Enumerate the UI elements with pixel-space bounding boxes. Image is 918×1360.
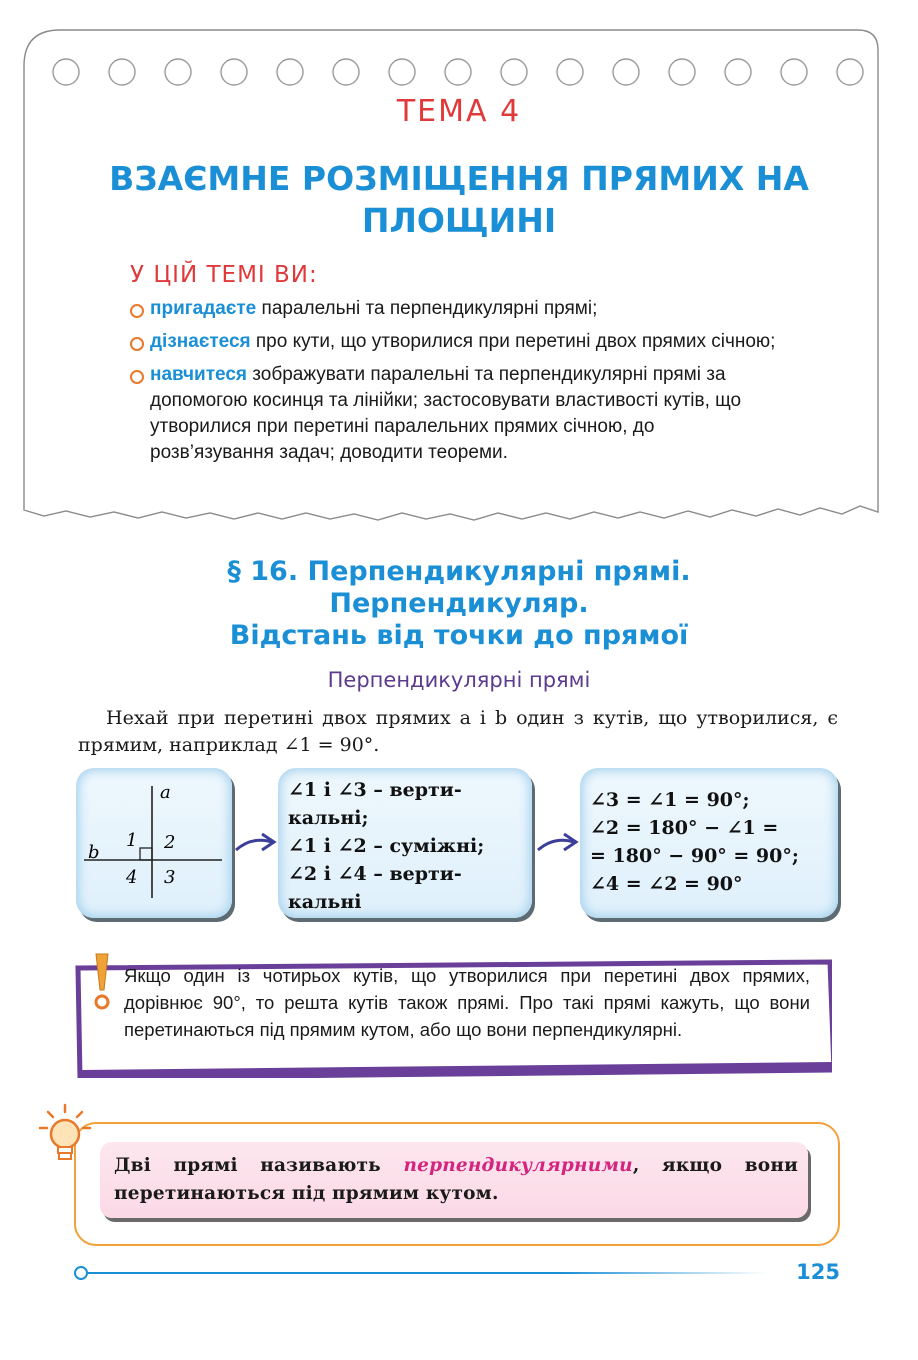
line-label-b: b [88,842,100,863]
card-line: ∠2 = 180° − ∠1 = [590,817,779,839]
angle-label-4: 4 [126,867,138,888]
perpendicular-lines-diagram [76,768,232,918]
card-line: ∠4 = ∠2 = 90° [590,873,743,895]
line-label-a: a [160,782,171,803]
right-angle-mark [140,848,152,860]
you-will-heading: У ЦІЙ ТЕМІ ВИ: [130,262,318,288]
card-line: ∠1 і ∠3 – верти- [288,779,462,801]
section-title-line: Відстань від точки до прямої [229,620,689,651]
section-title [60,556,858,652]
circle-bullet-icon [130,304,144,318]
goal-item [128,329,778,355]
arrow-right-icon [536,828,580,858]
angle-relations-text [288,776,528,916]
footer-line [86,1272,766,1274]
diagram-card [76,768,232,918]
angle-values-text [590,786,834,898]
card-line: ∠1 і ∠2 – суміжні; [288,835,485,857]
binder-rings [53,59,863,85]
goal-text: про кути, що утворилися при перетині двох прямих січною; [250,331,776,352]
lightbulb-icon [36,1102,94,1168]
subsection-heading: Перпендикулярні прямі [327,668,591,692]
goal-item [128,362,778,466]
circle-bullet-icon [130,337,144,351]
definition-term: перпендикулярними [403,1155,633,1176]
angle-label-2: 2 [164,832,176,853]
goal-item [128,296,778,322]
exclamation-icon [90,950,114,1012]
theme-label: ТЕМА 4 [396,94,522,129]
goal-text: паралельні та перпендикулярні прямі; [256,298,598,319]
definition-before: Дві прямі називають [114,1155,404,1176]
intro-paragraph: Нехай при перетині двох прямих a і b один з кутів, що утворилися, є прямим, наприклад ∠1 = 90°. [78,707,838,756]
angle-values-card [580,768,838,918]
section-title-line: § 16. Перпендикулярні прямі. [227,556,691,587]
definition-text [114,1152,798,1208]
card-line: ∠2 і ∠4 – верти- [288,863,462,885]
goal-keyword: пригадаєте [150,298,257,319]
page-number: 125 [796,1260,840,1284]
definition-after: , якщо вони перетинаються під прямим кутом. [114,1155,798,1204]
card-line: = 180° − 90° = 90°; [590,845,799,867]
card-line: ∠3 = ∠1 = 90°; [590,789,750,811]
arrow-right-icon [234,828,278,858]
card-line: кальні [288,891,362,913]
goal-text: зображувати паралельні та перпендикулярні прямі за допомогою косинця та лінійки; застосовувати властивості кутів, що утворилися при перетині паралельних прямих січною, до розв’язування задач; доводити теореми. [150,364,742,463]
section-title-line: Перпендикуляр. [329,588,589,619]
angle-label-3: 3 [164,867,176,888]
theme-title: ВЗАЄМНЕ РОЗМІЩЕННЯ ПРЯМИХ НА ПЛОЩИНІ [109,159,809,240]
angle-label-1: 1 [126,830,138,851]
goal-keyword: дізнаєтеся [150,331,251,352]
card-line: кальні; [288,807,369,829]
rule-text: Якщо один із чотирьох кутів, що утворилися при перетині двох прямих, дорівнює 90°, то решта кутів також прямі. Про такі прямі кажуть, що вони перетинаються під прямим кутом, або що вони перпендикулярні. [124,965,810,1040]
goal-keyword: навчитеся [150,364,247,385]
goals-list [128,296,778,473]
circle-bullet-icon [130,370,144,384]
angle-relations-card [278,768,532,918]
